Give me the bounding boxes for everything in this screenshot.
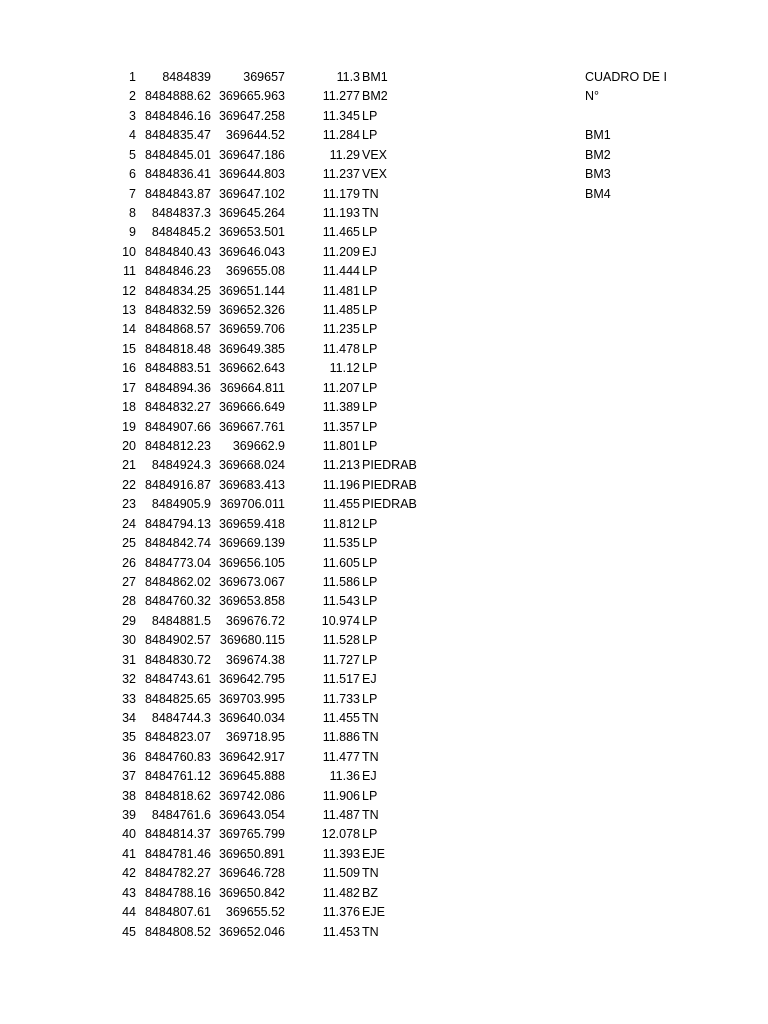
row-number: 32 <box>122 672 136 687</box>
elevation-cell: 11.733 <box>322 691 360 706</box>
table-row <box>0 185 768 204</box>
row-number: 20 <box>122 439 136 454</box>
elevation-cell: 11.517 <box>322 672 360 687</box>
code-cell: EJE <box>362 846 385 861</box>
row-number: 15 <box>122 341 136 356</box>
easting-cell: 369647.186 <box>218 147 285 162</box>
easting-cell: 369644.803 <box>218 167 285 182</box>
elevation-cell: 10.974 <box>321 613 360 628</box>
easting-cell: 369650.891 <box>218 846 285 861</box>
easting-cell: 369673.067 <box>218 574 285 589</box>
northing-cell: 8484773.04 <box>144 555 211 570</box>
elevation-cell: 11.444 <box>322 264 360 279</box>
table-row <box>0 495 768 514</box>
northing-cell: 8484832.59 <box>144 303 211 318</box>
code-cell: TN <box>362 186 379 201</box>
row-number: 39 <box>122 808 136 823</box>
northing-cell: 8484761.6 <box>151 808 211 823</box>
easting-cell: 369646.728 <box>218 866 285 881</box>
row-number: 17 <box>122 380 136 395</box>
code-cell: TN <box>362 749 379 764</box>
row-number: 22 <box>122 477 136 492</box>
northing-cell: 8484916.87 <box>144 477 211 492</box>
elevation-cell: 11.906 <box>322 788 360 803</box>
easting-cell: 369718.95 <box>225 730 285 745</box>
easting-cell: 369659.418 <box>218 516 285 531</box>
elevation-cell: 11.477 <box>322 749 360 764</box>
elevation-cell: 11.886 <box>322 730 360 745</box>
elevation-cell: 11.455 <box>322 710 360 725</box>
table-row <box>0 418 768 437</box>
easting-cell: 369653.501 <box>218 225 285 240</box>
row-number: 14 <box>122 322 136 337</box>
elevation-cell: 11.235 <box>322 322 360 337</box>
table-row <box>0 631 768 650</box>
northing-cell: 8484823.07 <box>144 730 211 745</box>
table-row <box>0 573 768 592</box>
table-row <box>0 748 768 767</box>
easting-cell: 369666.649 <box>218 400 285 415</box>
table-row <box>0 456 768 475</box>
easting-cell: 369668.024 <box>218 458 285 473</box>
row-number: 1 <box>129 70 136 84</box>
elevation-cell: 11.482 <box>322 885 360 900</box>
table-row <box>0 884 768 903</box>
table-row <box>0 107 768 126</box>
code-cell: LP <box>362 283 378 298</box>
code-cell: LP <box>362 594 378 609</box>
elevation-cell: 11.277 <box>322 89 360 104</box>
table-row <box>0 165 768 184</box>
code-cell: TN <box>362 808 379 823</box>
northing-cell: 8484894.36 <box>144 380 211 395</box>
table-row <box>0 379 768 398</box>
row-number: 5 <box>129 147 136 162</box>
easting-cell: 369652.326 <box>218 303 285 318</box>
row-number: 11 <box>123 264 136 279</box>
code-cell: EJ <box>362 769 377 784</box>
row-number: 34 <box>122 710 136 725</box>
easting-cell: 369676.72 <box>225 613 285 628</box>
row-number: 26 <box>122 555 136 570</box>
elevation-cell: 11.393 <box>322 846 360 861</box>
code-cell: LP <box>362 108 378 123</box>
code-cell: LP <box>362 400 378 415</box>
easting-cell: 369645.888 <box>218 769 285 784</box>
table-row <box>0 806 768 825</box>
elevation-cell: 11.213 <box>322 458 360 473</box>
row-number: 24 <box>122 516 136 531</box>
northing-cell: 8484760.83 <box>144 749 211 764</box>
elevation-cell: 11.509 <box>322 866 360 881</box>
northing-cell: 8484814.37 <box>144 827 211 842</box>
easting-cell: 369651.144 <box>218 283 285 298</box>
northing-cell: 8484782.27 <box>144 866 211 881</box>
table-row <box>0 437 768 456</box>
easting-cell: 369664.811 <box>219 380 285 395</box>
easting-cell: 369659.706 <box>218 322 285 337</box>
northing-cell: 8484760.32 <box>144 594 211 609</box>
row-number: 4 <box>129 128 136 143</box>
northing-cell: 8484825.65 <box>144 691 211 706</box>
table-row <box>0 359 768 378</box>
row-number: 21 <box>122 458 136 473</box>
row-number: 2 <box>129 89 136 104</box>
northing-cell: 8484794.13 <box>144 516 211 531</box>
table-row <box>0 670 768 689</box>
elevation-cell: 11.528 <box>322 633 360 648</box>
code-cell: LP <box>362 555 378 570</box>
easting-cell: 369657 <box>243 70 285 84</box>
elevation-cell: 11.801 <box>322 439 360 454</box>
row-number: 42 <box>122 866 136 881</box>
easting-cell: 369662.643 <box>218 361 285 376</box>
table-row <box>0 146 768 165</box>
table-row <box>0 204 768 223</box>
code-cell: EJ <box>362 672 377 687</box>
easting-cell: 369674.38 <box>225 652 285 667</box>
table-row <box>0 825 768 844</box>
table-row <box>0 262 768 281</box>
easting-cell: 369683.413 <box>218 477 285 492</box>
code-cell: TN <box>362 710 379 725</box>
row-number: 27 <box>122 574 136 589</box>
code-cell: LP <box>362 633 378 648</box>
elevation-cell: 11.3 <box>336 70 360 84</box>
code-cell: TN <box>362 730 379 745</box>
easting-cell: 369680.115 <box>219 633 285 648</box>
row-number: 8 <box>129 205 136 220</box>
northing-cell: 8484836.41 <box>144 167 211 182</box>
northing-cell: 8484834.25 <box>144 283 211 298</box>
easting-cell: 369656.105 <box>218 555 285 570</box>
elevation-cell: 11.481 <box>322 283 360 298</box>
easting-cell: 369650.842 <box>218 885 285 900</box>
code-cell: LP <box>362 361 378 376</box>
easting-cell: 369667.761 <box>218 419 285 434</box>
elevation-cell: 11.543 <box>322 594 360 609</box>
easting-cell: 369643.054 <box>218 808 285 823</box>
elevation-cell: 11.487 <box>322 808 360 823</box>
code-cell: LP <box>362 613 378 628</box>
code-cell: LP <box>362 516 378 531</box>
table-row <box>0 845 768 864</box>
elevation-cell: 11.389 <box>322 400 360 415</box>
northing-cell: 8484781.46 <box>144 846 211 861</box>
table-row <box>0 767 768 786</box>
northing-cell: 8484807.61 <box>144 905 211 920</box>
northing-cell: 8484840.43 <box>144 244 211 259</box>
northing-cell: 8484835.47 <box>144 128 211 143</box>
row-number: 9 <box>129 225 136 240</box>
northing-cell: 8484743.61 <box>144 672 211 687</box>
northing-cell: 8484846.23 <box>144 264 211 279</box>
northing-cell: 8484843.87 <box>144 186 211 201</box>
easting-cell: 369662.9 <box>232 439 285 454</box>
northing-cell: 8484881.5 <box>151 613 211 628</box>
code-cell: VEX <box>362 147 388 162</box>
easting-cell: 369652.046 <box>218 924 285 939</box>
northing-cell: 8484788.16 <box>144 885 211 900</box>
code-cell: LP <box>362 788 378 803</box>
points-table <box>0 68 768 942</box>
northing-cell: 8484842.74 <box>144 536 211 551</box>
row-number: 16 <box>122 361 136 376</box>
table-row <box>0 728 768 747</box>
code-cell: BM2 <box>362 89 388 104</box>
table-row <box>0 554 768 573</box>
northing-cell: 8484905.9 <box>151 497 211 512</box>
northing-cell: 8484924.3 <box>151 458 211 473</box>
row-number: 37 <box>122 769 136 784</box>
row-number: 43 <box>122 885 136 900</box>
easting-cell: 369642.795 <box>218 672 285 687</box>
side-item: BM2 <box>585 147 611 162</box>
side-subtitle: N° <box>585 89 600 104</box>
easting-cell: 369655.08 <box>225 264 285 279</box>
code-cell: TN <box>362 205 379 220</box>
code-cell: LP <box>362 536 378 551</box>
elevation-cell: 12.078 <box>321 827 360 842</box>
row-number: 7 <box>129 186 136 201</box>
easting-cell: 369742.086 <box>218 788 285 803</box>
row-number: 23 <box>122 497 136 512</box>
row-number: 38 <box>122 788 136 803</box>
table-row <box>0 903 768 922</box>
easting-cell: 369640.034 <box>218 710 285 725</box>
code-cell: BZ <box>362 885 378 900</box>
elevation-cell: 11.455 <box>322 497 360 512</box>
table-row <box>0 709 768 728</box>
code-cell: LP <box>362 827 378 842</box>
row-number: 33 <box>122 691 136 706</box>
elevation-cell: 11.478 <box>322 341 360 356</box>
row-number: 3 <box>129 108 136 123</box>
code-cell: LP <box>362 303 378 318</box>
table-row <box>0 515 768 534</box>
table-row <box>0 612 768 631</box>
code-cell: BM1 <box>362 70 388 84</box>
northing-cell: 8484888.62 <box>144 89 211 104</box>
code-cell: LP <box>362 264 378 279</box>
easting-cell: 369703.995 <box>218 691 285 706</box>
code-cell: LP <box>362 574 378 589</box>
row-number: 13 <box>122 303 136 318</box>
elevation-cell: 11.485 <box>322 303 360 318</box>
table-row <box>0 476 768 495</box>
easting-cell: 369665.963 <box>218 89 285 104</box>
elevation-cell: 11.12 <box>329 361 360 376</box>
code-cell: PIEDRAB <box>362 458 417 473</box>
side-title: CUADRO DE I <box>585 70 667 84</box>
easting-cell: 369653.858 <box>218 594 285 609</box>
code-cell: PIEDRAB <box>362 477 417 492</box>
easting-cell: 369649.385 <box>218 341 285 356</box>
side-item: BM1 <box>585 128 611 143</box>
easting-cell: 369765.799 <box>218 827 285 842</box>
row-number: 45 <box>122 924 136 939</box>
northing-cell: 8484883.51 <box>144 361 211 376</box>
row-number: 6 <box>129 167 136 182</box>
table-row <box>0 787 768 806</box>
easting-cell: 369645.264 <box>218 205 285 220</box>
elevation-cell: 11.36 <box>329 769 360 784</box>
table-row <box>0 864 768 883</box>
easting-cell: 369647.258 <box>218 108 285 123</box>
code-cell: LP <box>362 322 378 337</box>
elevation-cell: 11.465 <box>322 225 360 240</box>
code-cell: EJ <box>362 244 377 259</box>
row-number: 30 <box>122 633 136 648</box>
elevation-cell: 11.237 <box>322 167 360 182</box>
row-number: 35 <box>122 730 136 745</box>
table-row <box>0 690 768 709</box>
easting-cell: 369655.52 <box>225 905 285 920</box>
table-row <box>0 534 768 553</box>
elevation-cell: 11.193 <box>322 205 360 220</box>
table-row <box>0 340 768 359</box>
easting-cell: 369647.102 <box>218 186 285 201</box>
row-number: 44 <box>122 905 136 920</box>
northing-cell: 8484862.02 <box>144 574 211 589</box>
elevation-cell: 11.209 <box>322 244 360 259</box>
elevation-cell: 11.179 <box>322 186 360 201</box>
table-row <box>0 320 768 339</box>
elevation-cell: 11.812 <box>322 516 360 531</box>
easting-cell: 369642.917 <box>218 749 285 764</box>
row-number: 36 <box>122 749 136 764</box>
elevation-cell: 11.29 <box>329 147 360 162</box>
northing-cell: 8484744.3 <box>151 710 211 725</box>
code-cell: LP <box>362 128 378 143</box>
northing-cell: 8484846.16 <box>144 108 211 123</box>
table-row <box>0 651 768 670</box>
northing-cell: 8484832.27 <box>144 400 211 415</box>
table-row <box>0 223 768 242</box>
easting-cell: 369646.043 <box>218 244 285 259</box>
code-cell: LP <box>362 341 378 356</box>
elevation-cell: 11.376 <box>322 905 360 920</box>
row-number: 19 <box>122 419 136 434</box>
elevation-cell: 11.357 <box>322 419 360 434</box>
code-cell: LP <box>362 225 378 240</box>
code-cell: LP <box>362 652 378 667</box>
row-number: 41 <box>122 846 136 861</box>
row-number: 28 <box>122 594 136 609</box>
elevation-cell: 11.207 <box>322 380 360 395</box>
northing-cell: 8484839 <box>162 70 211 84</box>
code-cell: LP <box>362 439 378 454</box>
code-cell: LP <box>362 691 378 706</box>
table-row <box>0 243 768 262</box>
row-number: 18 <box>122 400 136 415</box>
elevation-cell: 11.345 <box>322 108 360 123</box>
elevation-cell: 11.284 <box>322 128 360 143</box>
northing-cell: 8484808.52 <box>144 924 211 939</box>
row-number: 29 <box>122 613 136 628</box>
code-cell: LP <box>362 380 378 395</box>
elevation-cell: 11.605 <box>322 555 360 570</box>
table-row <box>0 398 768 417</box>
code-cell: PIEDRAB <box>362 497 417 512</box>
code-cell: TN <box>362 866 379 881</box>
side-item: BM3 <box>585 167 611 182</box>
side-item: BM4 <box>585 186 611 201</box>
northing-cell: 8484818.62 <box>144 788 211 803</box>
northing-cell: 8484812.23 <box>144 439 211 454</box>
table-row <box>0 282 768 301</box>
northing-cell: 8484845.01 <box>144 147 211 162</box>
row-number: 40 <box>122 827 136 842</box>
table-row <box>0 592 768 611</box>
elevation-cell: 11.586 <box>322 574 360 589</box>
easting-cell: 369669.139 <box>218 536 285 551</box>
northing-cell: 8484830.72 <box>144 652 211 667</box>
row-number: 12 <box>122 283 136 298</box>
code-cell: VEX <box>362 167 388 182</box>
northing-cell: 8484902.57 <box>144 633 211 648</box>
northing-cell: 8484845.2 <box>151 225 211 240</box>
elevation-cell: 11.727 <box>322 652 360 667</box>
elevation-cell: 11.196 <box>322 477 360 492</box>
code-cell: TN <box>362 924 379 939</box>
row-number: 31 <box>122 652 136 667</box>
table-row <box>0 301 768 320</box>
table-row <box>0 923 768 942</box>
elevation-cell: 11.535 <box>322 536 360 551</box>
easting-cell: 369644.52 <box>225 128 285 143</box>
elevation-cell: 11.453 <box>322 924 360 939</box>
code-cell: EJE <box>362 905 385 920</box>
table-row <box>0 126 768 145</box>
code-cell: LP <box>362 419 378 434</box>
northing-cell: 8484761.12 <box>144 769 211 784</box>
northing-cell: 8484818.48 <box>144 341 211 356</box>
northing-cell: 8484868.57 <box>144 322 211 337</box>
row-number: 25 <box>122 536 136 551</box>
row-number: 10 <box>122 244 136 259</box>
easting-cell: 369706.011 <box>219 497 285 512</box>
table-row <box>0 87 768 106</box>
northing-cell: 8484907.66 <box>144 419 211 434</box>
northing-cell: 8484837.3 <box>151 205 211 220</box>
